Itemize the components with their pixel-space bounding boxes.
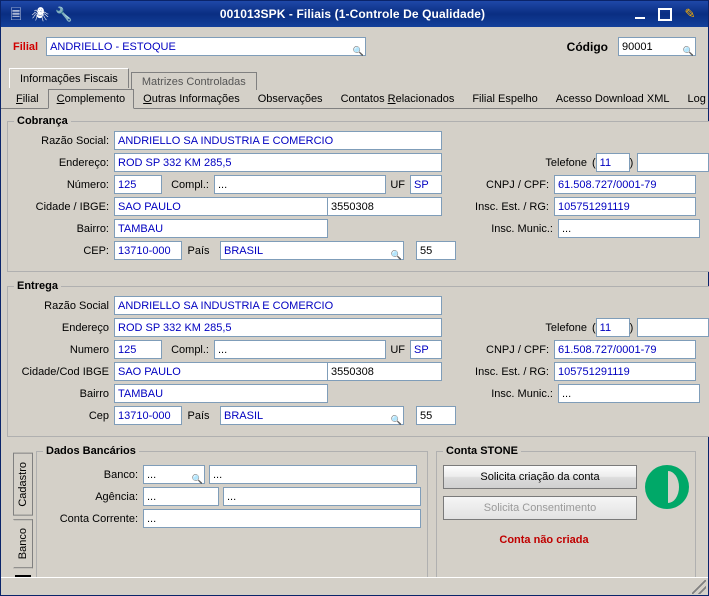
window-controls [632,6,706,22]
numero-label: Numero [69,343,109,356]
title-bar-icon-group [3,5,73,23]
conta-corrente-input[interactable] [143,509,421,528]
status-bar [1,577,708,595]
row-razao-social-cobranca [14,131,709,150]
pais-input[interactable] [220,406,404,425]
group-cobranca-legend: Cobrança [17,115,68,127]
tab-informacoes-fiscais[interactable]: Informações Fiscais [9,68,129,88]
minimize-icon[interactable] [632,6,648,22]
tab-complemento[interactable]: Complemento [48,89,135,109]
row-agencia [43,487,421,506]
tab-log[interactable]: Log [687,93,706,105]
ibge-input[interactable] [328,362,442,381]
codigo-input-wrap [618,37,696,56]
cidade-label: Cidade/Cod IBGE [21,365,109,378]
filial-label: Filial [13,40,39,53]
telefone-label: Telefone [545,156,587,169]
inner-tab-bar [1,88,708,109]
razao-social-label: Razão Social: [41,134,109,147]
insc-munic-label: Insc. Munic.: [491,387,553,400]
row-cidade-entrega [14,362,709,381]
agencia-label: Agência: [95,490,138,503]
solicita-criacao-conta-button[interactable]: Solicita criação da conta [443,465,637,489]
compl-input[interactable] [214,175,386,194]
spider-icon[interactable]: 🕷 [31,6,49,22]
endereco-input[interactable] [114,153,442,172]
cidade-input[interactable] [114,197,328,216]
group-entrega [7,280,709,437]
cidade-input[interactable] [114,362,328,381]
insc-munic-input[interactable] [558,219,700,238]
bairro-label: Bairro: [76,222,109,235]
banco-input[interactable] [143,465,205,484]
insc-est-input[interactable] [554,362,696,381]
window-title: 001013SPK - Filiais (1-Controle De Qualidade) [219,7,486,21]
filial-input-wrap [46,37,366,56]
window-icon[interactable]: 🗏 [10,6,22,22]
tab-filial[interactable]: Filial [16,93,39,105]
group-conta-stone [436,445,696,595]
stone-content [443,465,689,520]
row-numero-entrega [14,340,709,359]
stone-logo-icon [645,465,689,509]
row-cep-entrega [14,406,709,425]
compl-label: Compl.: [171,343,209,356]
pais-wrap [220,406,404,425]
outer-tab-bar [1,66,708,88]
group-entrega-legend: Entrega [17,280,58,292]
numero-input[interactable] [114,340,162,359]
razao-social-input[interactable] [114,296,442,315]
pais-label: País [187,409,210,422]
lookup-icon: 🔍 [191,474,203,484]
telefone-ddd-input[interactable] [596,318,630,337]
bairro-label: Bairro [79,387,109,400]
panel-area [7,115,702,559]
insc-munic-input[interactable] [558,384,700,403]
lookup-icon: 🔍 [390,250,402,260]
client-area [1,27,708,595]
tab-contatos-relacionados[interactable]: Contatos Relacionados [340,93,455,105]
cep-label: Cep [88,409,109,422]
razao-social-wrap [114,131,442,150]
row-bairro-entrega [14,384,709,403]
insc-est-label: Insc. Est. / RG: [475,200,549,213]
uf-label: UF [390,343,405,356]
row-razao-social-entrega [14,296,709,315]
row-cidade-cobranca [14,197,709,216]
cnpj-input[interactable] [554,175,696,194]
stone-buttons [443,465,637,520]
agencia-input[interactable] [143,487,219,506]
insc-est-label: Insc. Est. / RG: [475,365,549,378]
row-numero-cobranca [14,175,709,194]
pais-input[interactable] [220,241,404,260]
resize-grip[interactable] [692,580,706,594]
conta-status-text: Conta não criada [499,534,589,546]
banco-label: Banco: [103,468,138,481]
pais-label: País [187,244,210,257]
wrench-icon[interactable]: 🔧 [55,6,73,22]
endereco-label: Endereço: [58,156,109,169]
agencia-dv-input[interactable] [223,487,421,506]
conta-corrente-label: Conta Corrente: [59,512,138,525]
group-dados-bancarios-legend: Dados Bancários [46,445,136,457]
bottom-panels [36,445,696,595]
cep-input[interactable] [114,406,182,425]
telefone-numero-input[interactable] [637,153,709,172]
row-endereco-cobranca [14,153,709,172]
group-cobranca [7,115,709,272]
side-tab-banco[interactable]: Banco [13,519,33,568]
tab-matrizes-controladas[interactable]: Matrizes Controladas [131,72,257,90]
pais-codigo-input[interactable] [416,406,456,425]
solicita-consentimento-button[interactable]: Solicita Consentimento [443,496,637,520]
maximize-icon[interactable] [657,6,673,22]
numero-label: Número: [66,178,109,191]
cep-label: CEP: [83,244,109,257]
codigo-label: Código [566,39,608,54]
bairro-input[interactable] [114,384,328,403]
lookup-icon: 🔍 [352,46,365,56]
cnpj-input[interactable] [554,340,696,359]
tab-outras-informacoes[interactable]: Outras Informações [143,93,240,105]
group-dados-bancarios [36,445,428,595]
banco-wrap [143,465,205,484]
uf-input[interactable] [410,340,442,359]
codigo-input[interactable] [618,37,696,56]
tab-observacoes[interactable]: Observações [257,93,323,105]
filial-bar [1,27,708,62]
insc-munic-label: Insc. Munic.: [491,222,553,235]
endereco-label: Endereço [61,321,109,334]
telefone-ddd-input[interactable] [596,153,630,172]
cidade-label: Cidade / IBGE: [35,200,109,213]
telefone-open-paren: ( [592,321,596,334]
razao-social-label: Razão Social [44,299,109,312]
tab-acesso-download-xml[interactable]: Acesso Download XML [555,93,670,105]
uf-label: UF [390,178,405,191]
compl-label: Compl.: [171,178,209,191]
telefone-close-paren: ) [629,321,634,334]
endereco-input[interactable] [114,318,442,337]
cnpj-label: CNPJ / CPF: [486,343,549,356]
banco-nome-input[interactable] [209,465,417,484]
row-bairro-cobranca [14,219,709,238]
edit-pencil-icon[interactable]: ✎ [684,6,696,21]
compl-input[interactable] [214,340,386,359]
filial-input[interactable] [46,37,366,56]
vertical-tab-bar [13,445,36,595]
group-conta-stone-legend: Conta STONE [446,445,518,457]
numero-input[interactable] [114,175,162,194]
telefone-open-paren: ( [592,156,596,169]
title-bar [1,1,708,27]
telefone-label: Telefone [545,321,587,334]
uf-input[interactable] [410,175,442,194]
lookup-icon: 🔍 [390,415,402,425]
bottom-section [13,445,696,595]
lookup-icon: 🔍 [682,46,694,56]
row-cep-cobranca [14,241,709,260]
razao-social-input[interactable] [114,131,442,150]
ibge-input[interactable] [328,197,442,216]
telefone-close-paren: ) [629,156,634,169]
cep-input[interactable] [114,241,182,260]
tab-filial-espelho[interactable]: Filial Espelho [472,93,538,105]
row-conta-corrente [43,509,421,528]
pais-wrap [220,241,404,260]
side-tab-cadastro[interactable]: Cadastro [13,453,33,516]
telefone-numero-input[interactable] [637,318,709,337]
cnpj-label: CNPJ / CPF: [486,178,549,191]
row-banco [43,465,421,484]
pais-codigo-input[interactable] [416,241,456,260]
bairro-input[interactable] [114,219,328,238]
insc-est-input[interactable] [554,197,696,216]
row-endereco-entrega [14,318,709,337]
